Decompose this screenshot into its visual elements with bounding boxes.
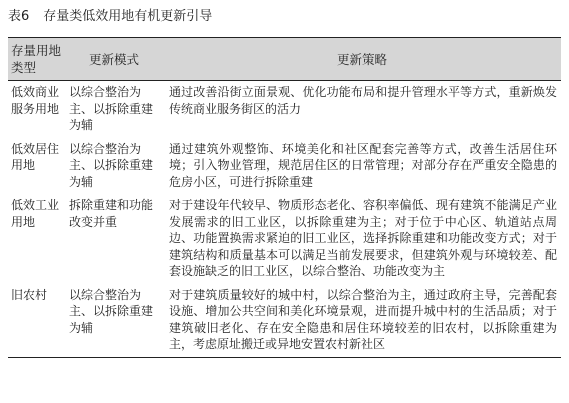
header-renewal-mode: 更新模式: [65, 38, 163, 81]
cell-renewal-strategy: 通过建筑外观整饰、环境美化和社区配套完善等方式，改善生活居住环境；引入物业管理，规范居住区的日常管理；对部分存在严重安全隐患的危房小区，可进行拆除重建: [169, 141, 557, 189]
cell-land-type: 低效居住用地: [11, 141, 60, 172]
cell-renewal-mode: 以综合整治为主、以拆除重建为辅: [69, 85, 154, 132]
table-body: [8, 81, 561, 358]
header-land-type: 存量用地类型: [8, 38, 65, 81]
renewal-guidance-table: [8, 37, 561, 358]
cell-renewal-strategy: 通过改善沿街立面景观、优化功能布局和提升管理水平等方式，重新焕发传统商业服务街区的活力: [169, 85, 557, 116]
cell-renewal-mode: 拆除重建和功能改变并重: [69, 198, 154, 229]
cell-renewal-mode: 以综合整治为主、以拆除重建为辅: [69, 141, 154, 189]
table-row: [8, 81, 561, 138]
table-row: [8, 194, 561, 284]
header-renewal-strategy: 更新策略: [163, 38, 561, 81]
table-caption: [8, 8, 212, 26]
cell-renewal-mode: 以综合整治为主、以拆除重建为辅: [69, 287, 154, 335]
table-header: [8, 38, 561, 81]
table-row: [8, 284, 561, 358]
cell-land-type: 低效工业用地: [11, 198, 60, 229]
cell-land-type: 旧农村: [11, 287, 48, 302]
cell-land-type: 低效商业服务用地: [11, 85, 60, 116]
table-row: [8, 138, 561, 195]
table-caption-number: 表6: [8, 9, 30, 24]
table-caption-title: 存量类低效用地有机更新引导: [43, 9, 213, 24]
cell-renewal-strategy: 对于建筑质量较好的城中村，以综合整治为主，通过政府主导，完善配套设施、增加公共空间和美化环境景观，进而提升城中村的生活品质；对于建筑破旧老化、存在安全隐患和居住环境较差的旧农村，以拆除重建为主，考虑原址搬迁或异地安置农村新社区: [169, 287, 557, 351]
header-row: [8, 38, 561, 81]
cell-renewal-strategy: 对于建设年代较早、物质形态老化、容积率偏低、现有建筑不能满足产业发展需求的旧工业区，以拆除重建为主；对于位于中心区、轨道站点周边、功能置换需求紧迫的旧工业区，选择拆除重建和功能改变方式；对于建筑结构和质量基本可以满足当前发展要求，但建筑外观与环境较差、配套设施缺乏的旧工业区，以综合整治、功能改变为主: [169, 198, 557, 278]
